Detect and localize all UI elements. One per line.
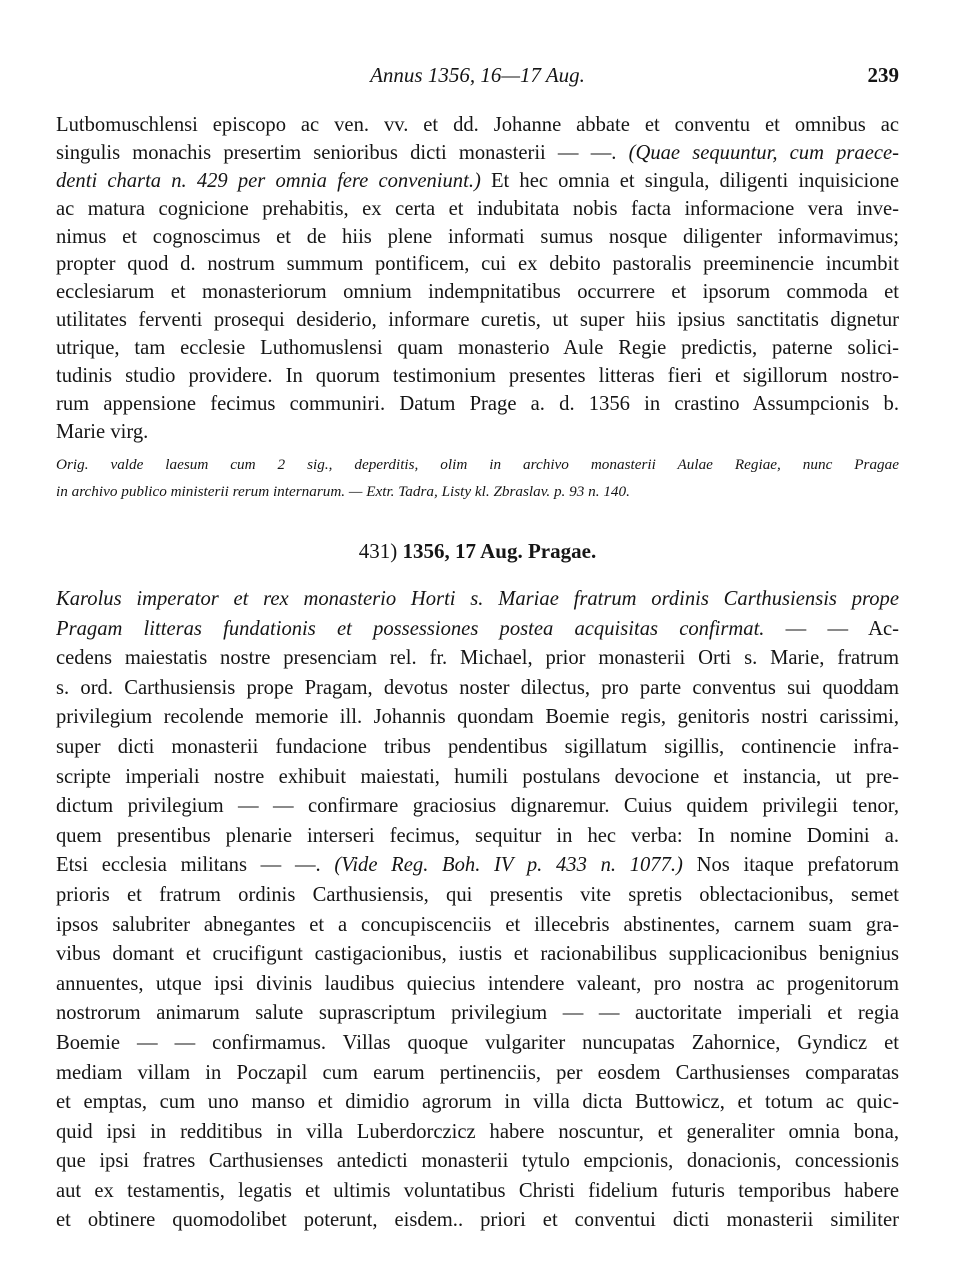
- text-line: tudinis studio providere. In quorum testimonium presentes litteras fieri et sigillorum nostro-: [56, 365, 899, 388]
- source-note: [56, 452, 899, 505]
- text-line: denti charta n. 429 per omnia fere conveniunt.) Et hec omnia et singula, diligenti inquisicione: [56, 169, 899, 192]
- text-line: que ipsi fratres Carthusienses antedicti monasterii tytulo empcionis, donacionis, concessionis: [56, 1150, 899, 1173]
- text-line: ecclesiarum et monasteriorum omnium indempnitatibus occurrere et ipsorum commoda et: [56, 281, 899, 304]
- text-line: propter quod d. nostrum summum pontificem, cui ex debito pastoralis preeminencie incumbit: [56, 253, 899, 276]
- note-line: Orig. valde laesum cum 2 sig., deperditis, olim in archivo monasterii Aulae Regiae, nunc Pragae: [56, 456, 899, 473]
- text-line: rum appensione fecimus communiri. Datum Prage a. d. 1356 in crastino Assumpcionis b.: [56, 392, 899, 415]
- running-head: [56, 58, 899, 92]
- text-line: ac matura cognicione prehabitis, ex certa et indubitata nobis facta informacione vera inve-: [56, 197, 899, 220]
- text-line: s. ord. Carthusiensis prope Pragam, devotus noster dilectus, pro parte conventus sui quoddam: [56, 676, 899, 699]
- text-line: annuentes, utque ipsi divinis laudibus quiecius intendere valeant, pro nostra ac progenitorum: [56, 972, 899, 995]
- note-line: in archivo publico ministerii rerum internarum. — Extr. Tadra, Listy kl. Zbraslav. p. 93 n. 140.: [56, 482, 630, 500]
- running-head-title: Annus 1356, 16—17 Aug.: [370, 63, 585, 87]
- text-line: privilegium recolende memorie ill. Johannis quondam Boemie regis, genitoris nostri carissimi,: [56, 706, 899, 729]
- text-line: quid ipsi in redditibus in villa Luberdorczicz habere noscuntur, et generaliter omnia bona,: [56, 1120, 899, 1143]
- text-line: utrique, tam ecclesie Luthomuslensi quam monasterio Aule Regie predictis, paterne solici-: [56, 337, 899, 360]
- entry-heading: [56, 537, 899, 565]
- text-line: singulis monachis presertim senioribus dicti monasterii — —. (Quae sequuntur, cum praece-: [56, 141, 899, 164]
- text-line: quem presentibus plenarie interseri fecimus, sequitur in hec verba: In nomine Domini a.: [56, 824, 899, 847]
- text-line: aut ex testamentis, legatis et ultimis voluntatibus Christi fidelium futuris temporibus habere: [56, 1179, 899, 1202]
- entry-number: 431): [358, 539, 398, 563]
- doc-430-text: [56, 112, 899, 447]
- doc-431-text: [56, 585, 899, 1236]
- text-line: ipsos salubriter abnegantes et a concupiscenciis et illecebris abstinentes, carnem suam gra-: [56, 913, 899, 936]
- entry-date-place: 1356, 17 Aug. Pragae.: [402, 539, 597, 563]
- text-line: super dicti monasterii fundacione tribus pendentibus sigillatum sigillis, continencie infra-: [56, 735, 899, 758]
- text-line: Lutbomuschlensi episcopo ac ven. vv. et dd. Johanne abbate et conventu et omnibus ac: [56, 114, 899, 136]
- regest-line: Pragam litteras fundationis et possessiones postea acquisitas confirmat. — — Ac-: [56, 617, 899, 640]
- text-line: mediam villam in Poczapil cum earum pertinenciis, per eosdem Carthusienses comparatas: [56, 1061, 899, 1084]
- text-line: vibus domant et crucifigunt castigacionibus, iustis et racionabilibus supplicacionibus benignius: [56, 943, 899, 966]
- editorial-note: denti charta n. 429 per omnia fere conveniunt.): [56, 169, 481, 192]
- text-line: nostrorum animarum salute suprascriptum privilegium — — auctoritate imperiali et regia: [56, 1002, 899, 1025]
- text-line: et obtinere quomodolibet poterunt, eisdem.. priori et conventui dicti monasterii similiter: [56, 1209, 899, 1232]
- text-line: Marie virg.: [56, 420, 149, 443]
- regest-line: Karolus imperator et rex monasterio Horti s. Mariae fratrum ordinis Carthusiensis prope: [56, 588, 899, 610]
- text-line: et emptas, cum uno manso et dimidio agrorum in villa dicta Buttowicz, et totum ac quic-: [56, 1091, 899, 1114]
- text-line: prioris et fratrum ordinis Carthusiensis, qui presentis vite spretis oblectacionibus, semet: [56, 883, 899, 906]
- text-line: scripte imperiali nostre exhibuit maiestati, humili postulans devocione et instancia, ut pre-: [56, 765, 899, 788]
- page-number: 239: [867, 63, 899, 87]
- text-line: utilitates ferventi prosequi desiderio, informare curetis, ut super hiis ipsius sanctitatis dignetur: [56, 309, 899, 332]
- editorial-note: (Vide Reg. Boh. IV p. 433 n. 1077.): [334, 854, 683, 877]
- text-line: dictum privilegium — — confirmare graciosius dignaremur. Cuius quidem privilegii tenor,: [56, 795, 899, 818]
- text-line: cedens maiestatis nostre presenciam rel. fr. Michael, prior monasterii Orti s. Marie, fratrum: [56, 647, 899, 670]
- text-line: nimus et cognoscimus et de hiis plene informati sumus nosque diligenter informavimus;: [56, 225, 899, 248]
- text-line: Etsi ecclesia militans — —. (Vide Reg. Boh. IV p. 433 n. 1077.) Nos itaque prefatorum: [56, 854, 899, 877]
- text-line: Boemie — — confirmamus. Villas quoque vulgariter nuncupatas Zahornice, Gyndicz et: [56, 1031, 899, 1054]
- editorial-note: (Quae sequuntur, cum praece-: [628, 141, 899, 164]
